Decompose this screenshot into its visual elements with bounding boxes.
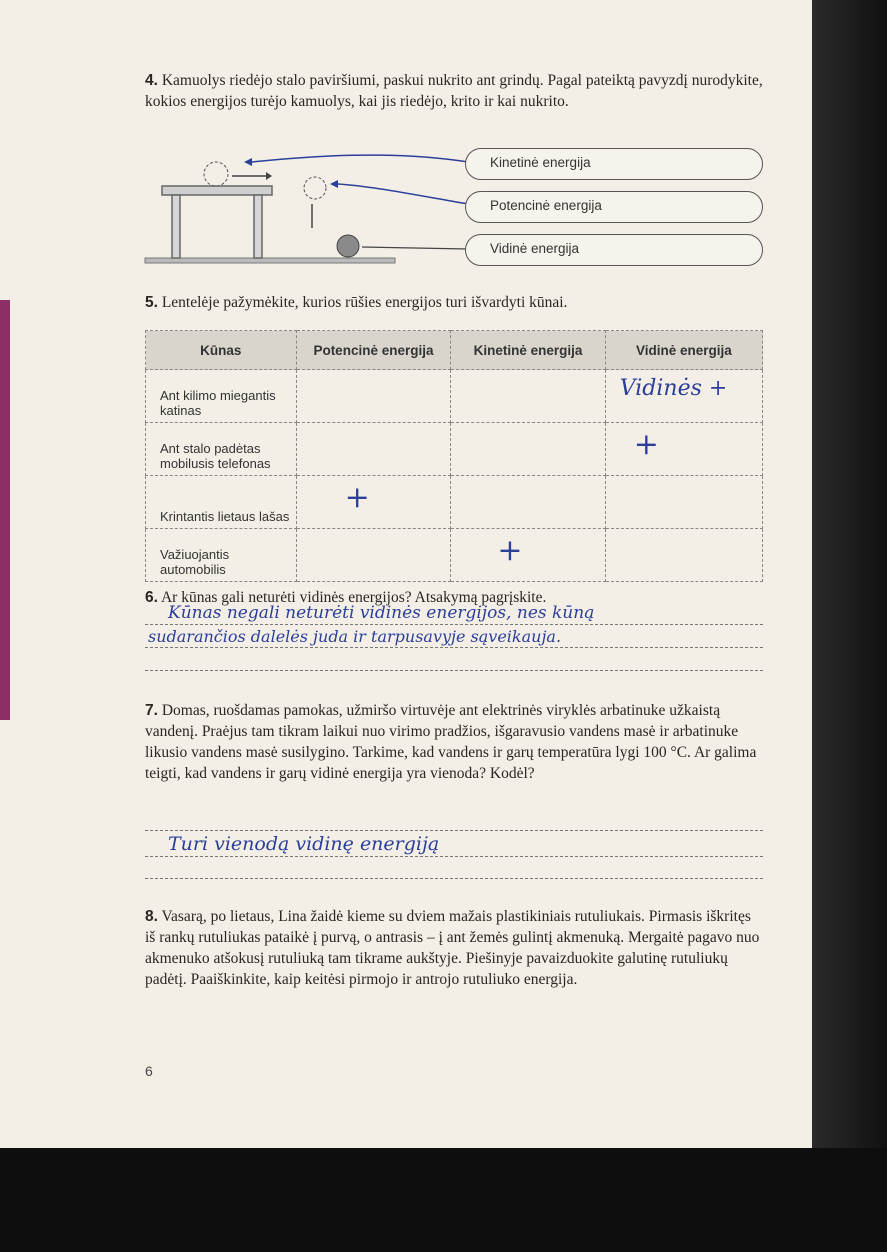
- ball-on-floor: [337, 235, 359, 257]
- question-5-number: 5.: [145, 294, 158, 311]
- question-5: [145, 292, 765, 313]
- table-row: [146, 370, 763, 423]
- header-internal: Vidinė energija: [605, 331, 762, 370]
- table-row: [146, 423, 763, 476]
- cell-internal[interactable]: [605, 529, 762, 582]
- option-kinetic-energy: Kinetinė energija: [465, 148, 763, 180]
- answer-line: [145, 878, 763, 879]
- floor: [145, 258, 395, 263]
- table-header-row: [146, 331, 763, 370]
- binding-edge: [812, 0, 887, 1252]
- answer-line: [145, 670, 763, 671]
- hand-mark: +: [633, 427, 659, 462]
- question-4-number: 4.: [145, 72, 158, 89]
- row-body-label: Ant kilimo miegantis katinas: [146, 370, 297, 423]
- hand-mark: +: [497, 533, 523, 568]
- question-7-text: Domas, ruošdamas pamokas, užmiršo virtuvėje ant elektrinės viryklės arbatinuke užkaistą vandenį. Praėjus tam tikram laikui nuo virimo pradžios, išgaravusio vandens masė ir arbatinuke likusio vandens masė susilygino. Tarkime, kad vandens ir garų temperatūra lygi 100 °C. Ar galima teigti, kad vandens ir garų vidinė energija yra vienoda? Kodėl?: [145, 702, 757, 782]
- cell-kinetic[interactable]: [451, 529, 605, 582]
- hand-mark: +: [344, 480, 370, 515]
- option-internal-energy: Vidinė energija: [465, 234, 763, 266]
- motion-arrow-head-right: [266, 172, 272, 180]
- answer-line: [145, 830, 763, 831]
- option-potential-energy: Potencinė energija: [465, 191, 763, 223]
- hand-line-kinetic: [252, 155, 468, 162]
- row-body-label: Krintantis lietaus lašas: [146, 476, 297, 529]
- row-body-label: Ant stalo padėtas mobilusis telefonas: [146, 423, 297, 476]
- table-leg-right: [254, 195, 262, 258]
- question-5-text: Lentelėje pažymėkite, kurios rūšies energijos turi išvardyti kūnai.: [161, 294, 568, 311]
- question-4: [145, 70, 765, 112]
- cell-potential[interactable]: [296, 370, 451, 423]
- table-row: [146, 476, 763, 529]
- cell-internal[interactable]: [605, 476, 762, 529]
- page-edge-bar: [0, 300, 10, 720]
- ball-rolling-dashed: [204, 162, 228, 186]
- answer-line: [145, 647, 763, 648]
- answer-6-line-1: Kūnas negali neturėti vidinės energijos, nes kūną: [168, 603, 595, 623]
- cell-kinetic[interactable]: [451, 476, 605, 529]
- answer-6-line-2: sudarančios dalelės juda ir tarpusavyje sąveikauja.: [148, 627, 562, 646]
- energy-table: [145, 330, 763, 582]
- answer-line: [145, 856, 763, 857]
- cell-potential[interactable]: [296, 423, 451, 476]
- cell-potential[interactable]: [296, 476, 451, 529]
- hand-line-potential: [338, 184, 468, 204]
- hand-mark: Vidinės +: [619, 376, 728, 401]
- answer-7: Turi vienodą vidinę energiją: [168, 833, 440, 855]
- cell-kinetic[interactable]: [451, 370, 605, 423]
- answer-line: [145, 624, 763, 625]
- row-body-label: Važiuojantis automobilis: [146, 529, 297, 582]
- table-leg-left: [172, 195, 180, 258]
- connector-line-internal: [362, 247, 468, 249]
- header-kinetic: Kinetinė energija: [451, 331, 605, 370]
- cell-internal[interactable]: [605, 370, 762, 423]
- hand-arrow-kinetic: [244, 158, 252, 166]
- table-row: [146, 529, 763, 582]
- question-7: [145, 700, 765, 784]
- question-8-number: 8.: [145, 908, 158, 925]
- cell-internal[interactable]: [605, 423, 762, 476]
- page-number: 6: [145, 1063, 153, 1079]
- hand-arrow-potential: [330, 180, 338, 188]
- question-8: [145, 906, 765, 990]
- table-top: [162, 186, 272, 195]
- header-body: Kūnas: [146, 331, 297, 370]
- cell-kinetic[interactable]: [451, 423, 605, 476]
- question-7-number: 7.: [145, 702, 158, 719]
- table-ball-illustration: [140, 140, 480, 270]
- cell-potential[interactable]: [296, 529, 451, 582]
- question-4-text: Kamuolys riedėjo stalo paviršiumi, paskui nukrito ant grindų. Pagal pateiktą pavyzdį nurodykite, kokios energijos turėjo kamuolys, kai jis riedėjo, krito ir kai nukrito.: [145, 72, 763, 110]
- question-6-number: 6.: [145, 589, 158, 606]
- header-potential: Potencinė energija: [296, 331, 451, 370]
- question-8-text: Vasarą, po lietaus, Lina žaidė kieme su dviem mažais plastikiniais rutuliukais. Pirmasis iškritęs iš rankų rutuliukas pataikė į purvą, o antrasis – į ant žemės gulintį akmenuką. Mergaitė pagavo nuo akmenuko atšokusį rutuliuką tam tikrame aukštyje. Piešinyje pavaizduokite galutinę rutuliukų padėtį. Paaiškinkite, kaip keitėsi pirmojo ir antrojo rutuliuko energija.: [145, 908, 760, 988]
- background-strip: [0, 1148, 887, 1252]
- question-6-text: Ar kūnas gali neturėti vidinės energijos? Atsakymą pagrįskite.: [160, 589, 547, 606]
- ball-falling-dashed: [304, 177, 326, 199]
